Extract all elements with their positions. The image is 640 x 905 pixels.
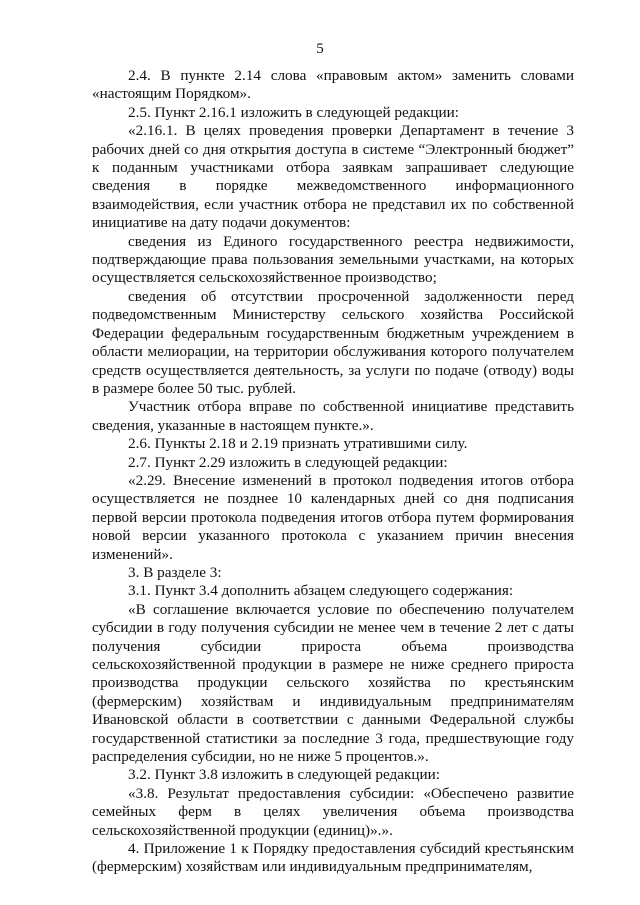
paragraph-section-3: 3. В разделе 3: xyxy=(128,563,222,581)
paragraph-2-5: 2.5. Пункт 2.16.1 изложить в следующей редакции: xyxy=(128,103,459,121)
document-body xyxy=(92,67,574,877)
paragraph-4: 4. Приложение 1 к Порядку предоставления субсидий крестьянским (фермерским) хозяйствам или индивидуальным предпринимателям, xyxy=(92,840,574,876)
paragraph-2-6: 2.6. Пункты 2.18 и 2.19 признать утратившими силу. xyxy=(128,435,468,453)
paragraph-2-7: 2.7. Пункт 2.29 изложить в следующей редакции: xyxy=(128,453,448,471)
page-number: 5 xyxy=(316,41,324,57)
paragraph-own-initiative: Участник отбора вправе по собственной инициативе представить сведения, указанные в настоящем пункте.». xyxy=(92,398,574,434)
paragraph-3-1: 3.1. Пункт 3.4 дополнить абзацем следующего содержания: xyxy=(128,582,514,600)
paragraph-debt-info: сведения об отсутствии просроченной задолженности перед подведомственным Министерству сельского хозяйства Российской Федерации федеральным государственным бюджетным учреждением в области мелиорации, на территории обслуживания которого получателем средств осуществляется деятельность, за услуги по подаче (отводу) воды в размере более 50 тыс. рублей. xyxy=(92,287,574,397)
paragraph-2-16-1: «2.16.1. В целях проведения проверки Департамент в течение 3 рабочих дней со дня открытия доступа в системе “Электронный бюджет” к поданным участниками отбора заявкам запрашивает следующие сведения в порядке межведомственного информационного взаимодействия, если участник отбора не представил их по собственной инициативе на дату подачи документов: xyxy=(92,122,574,232)
paragraph-2-4: 2.4. В пункте 2.14 слова «правовым актом» заменить словами «настоящим Порядком». xyxy=(92,67,574,103)
paragraph-3-8: «3.8. Результат предоставления субсидии: «Обеспечено развитие семейных ферм в целях увеличения объема производства сельскохозяйственной продукции (единиц)».». xyxy=(92,784,574,839)
paragraph-2-29: «2.29. Внесение изменений в протокол подведения итогов отбора осуществляется не позднее 10 календарных дней со дня подписания первой версии протокола подведения итогов отбора путем формирования новой версии указанного протокола с указанием причин внесения изменений». xyxy=(92,471,574,563)
paragraph-3-2: 3.2. Пункт 3.8 изложить в следующей редакции: xyxy=(128,766,441,784)
paragraph-egrn-info: сведения из Единого государственного реестра недвижимости, подтверждающие права пользования земельными участками, на которых осуществляется сельскохозяйственное производство; xyxy=(92,232,574,287)
paragraph-agreement-condition: «В соглашение включается условие по обеспечению получателем субсидии в году получения субсидии не менее чем в течение 2 лет с даты получения субсидии прироста объема производства сельскохозяйственной продукции в размере не ниже среднего прироста производства продукции сельского хозяйства по крестьянским (фермерским) хозяйствам и индивидуальным предпринимателям Ивановской области в соответствии с данными Федеральной службы государственной статистики за последние 3 года, предшествующие году распределения субсидии, но не ниже 5 процентов.». xyxy=(92,600,574,766)
